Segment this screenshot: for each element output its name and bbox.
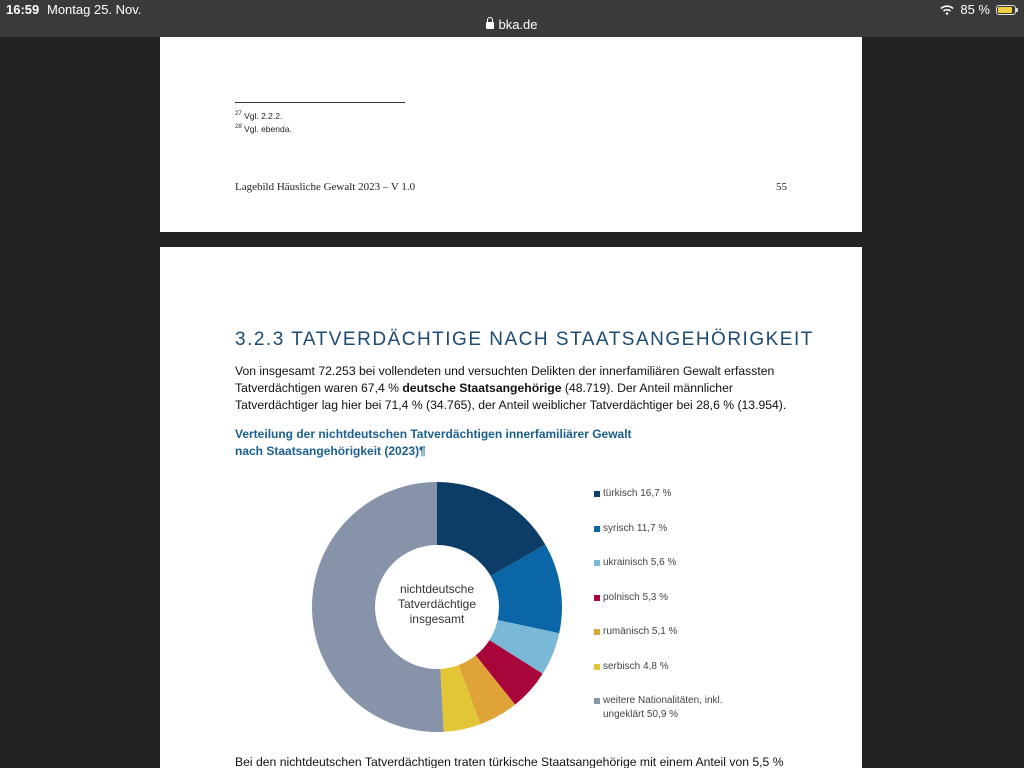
- legend-swatch-2: [594, 526, 600, 532]
- battery-percent: 85 %: [960, 2, 990, 17]
- footnote-28: $^{28}$ Vgl. ebenda.: [235, 124, 292, 134]
- legend-label-5: rumänisch 5,1 %: [603, 626, 678, 637]
- wifi-icon: [940, 5, 954, 15]
- legend-label-2: syrisch 11,7 %: [603, 522, 668, 534]
- status-date: Montag 25. Nov.: [47, 2, 142, 17]
- footnote-27: $^{27}$ Vgl. 2.2.2.: [235, 111, 283, 121]
- legend-swatch-3: [594, 560, 600, 566]
- battery-icon: [996, 5, 1016, 15]
- donut-center-label-2: Tatverdächtige: [397, 597, 477, 611]
- legend-label-7: weitere Nationalitäten, inkl. ungeklärt 50,9 %: [603, 695, 723, 720]
- body-paragraph: Von insgesamt 72.253 bei vollendeten und versuchten Delikten der innerfamiliären Gewalt erfassten Tatverdächtigen waren 67,4 % deutsche Staatsangehörige (48.719). Der Anteil männlicher Tatverdächtiger lag hier bei 71,4 % (34.765), der Anteil weiblicher Tatverdächtiger bei 28,6 % (13.954).: [235, 364, 787, 412]
- legend-label-1: türkisch 16,7 %: [603, 488, 672, 499]
- status-time: 16:59: [6, 2, 40, 17]
- legend-label-4: polnisch 5,3 %: [603, 591, 669, 603]
- legend-swatch-5: [594, 629, 600, 635]
- url-text[interactable]: bka.de: [498, 17, 538, 32]
- pdf-page-56: [160, 247, 862, 768]
- status-bar: [0, 0, 1024, 37]
- status-right: [940, 2, 1016, 17]
- section-title: 3.2.3 TATVERDÄCHTIGE NACH STAATSANGEHÖRIGKEIT: [235, 329, 814, 350]
- legend-swatch-7: [594, 698, 600, 704]
- legend-label-6: serbisch 4,8 %: [603, 660, 669, 672]
- chart-title: Verteilung der nichtdeutschen Tatverdächtigen innerfamiliärer Gewalt nach Staatsangehörigkeit (2023)¶: [235, 427, 632, 458]
- footnote-divider: [235, 102, 405, 103]
- lock-icon: [486, 22, 494, 29]
- legend-swatch-4: [594, 595, 600, 601]
- address-bar[interactable]: [0, 17, 1024, 32]
- legend-swatch-1: [594, 491, 600, 497]
- donut-center-label-1: nichtdeutsche: [399, 582, 475, 596]
- pdf-page-55: [160, 37, 862, 232]
- legend-swatch-6: [594, 664, 600, 670]
- page-footer-title: Lagebild Häusliche Gewalt 2023 – V 1.0: [235, 181, 416, 193]
- legend-label-3: ukrainisch 5,6 %: [603, 557, 677, 568]
- body-paragraph-2: Bei den nichtdeutschen Tatverdächtigen traten türkische Staatsangehörige mit einem Anteil von 5,5 %: [235, 755, 784, 768]
- donut-center-label-3: insgesamt: [409, 612, 465, 626]
- page-number: 55: [776, 181, 787, 193]
- donut-chart: [160, 247, 862, 768]
